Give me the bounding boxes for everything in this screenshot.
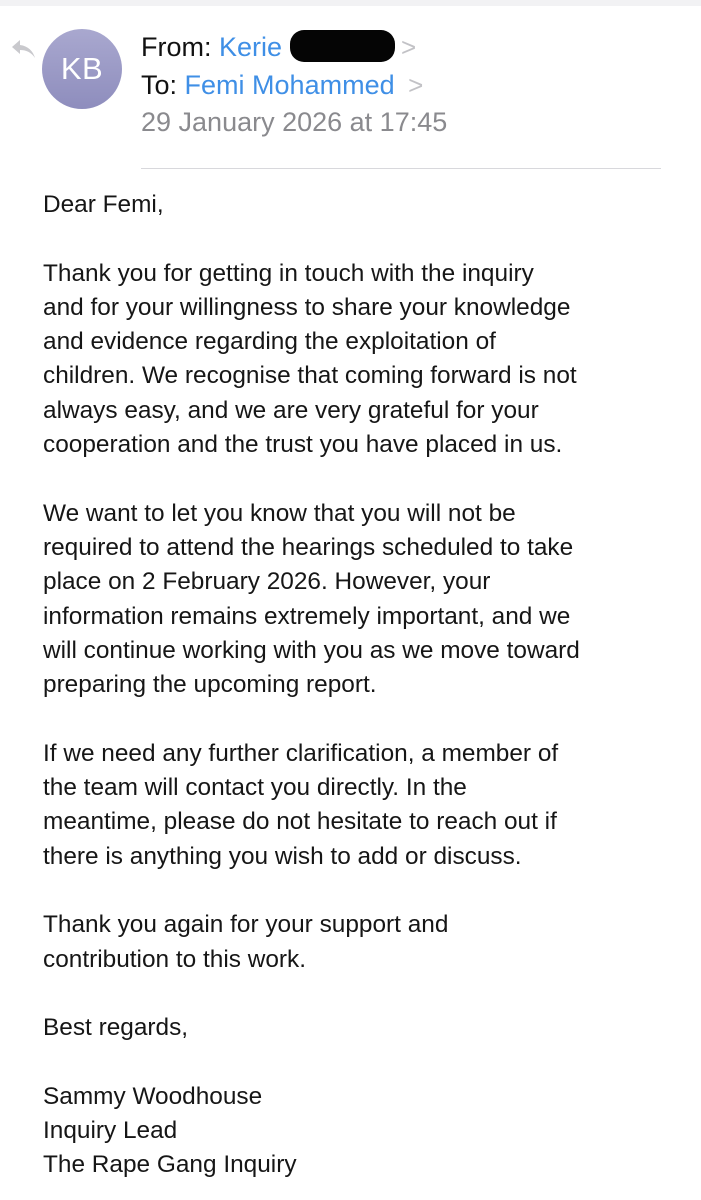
greeting: Dear Femi, bbox=[43, 191, 164, 218]
from-chevron-icon[interactable]: > bbox=[401, 32, 417, 62]
body-paragraph: If we need any further clarification, a member of the team will contact you directly. In the meantime, please do not hesitate to reach out if there is anything you wish to add or discuss. bbox=[43, 739, 559, 870]
sender-avatar[interactable] bbox=[42, 29, 122, 109]
body-paragraph: We want to let you know that you will not be required to attend the hearings scheduled to take place on 2 February 2026. However, your information remains extremely important, and we will continue working with you as we move toward preparing the upcoming report. bbox=[43, 499, 580, 699]
closing: Best regards, bbox=[43, 1014, 189, 1042]
header-divider bbox=[141, 168, 661, 169]
top-bar-edge bbox=[0, 0, 701, 6]
to-label: To: bbox=[141, 70, 178, 100]
reply-arrow-icon[interactable] bbox=[8, 36, 38, 62]
to-chevron-icon[interactable]: > bbox=[408, 70, 424, 100]
redaction-mark bbox=[290, 30, 395, 62]
signature-organisation: The Rape Gang Inquiry bbox=[43, 1151, 297, 1179]
avatar-initials: KB bbox=[60, 51, 104, 86]
from-row bbox=[141, 30, 416, 63]
body-paragraph: Thank you for getting in touch with the inquiry and for your willingness to share your knowledge and evidence regarding the exploitation of children. We recognise that coming forward is not always easy, and we are very grateful for your cooperation and the trust you have placed in us. bbox=[43, 259, 577, 459]
body-paragraph: Thank you again for your support and contribution to this work. bbox=[43, 911, 449, 973]
signature-name: Sammy Woodhouse bbox=[43, 1082, 263, 1110]
to-row bbox=[141, 70, 423, 101]
from-label: From: bbox=[141, 32, 212, 62]
recipient-name[interactable]: Femi Mohammed bbox=[184, 70, 395, 100]
signature-role: Inquiry Lead bbox=[43, 1117, 178, 1145]
email-date: 29 January 2026 at 17:45 bbox=[141, 107, 448, 137]
sender-name[interactable]: Kerie bbox=[219, 32, 283, 62]
email-body bbox=[43, 188, 663, 1183]
